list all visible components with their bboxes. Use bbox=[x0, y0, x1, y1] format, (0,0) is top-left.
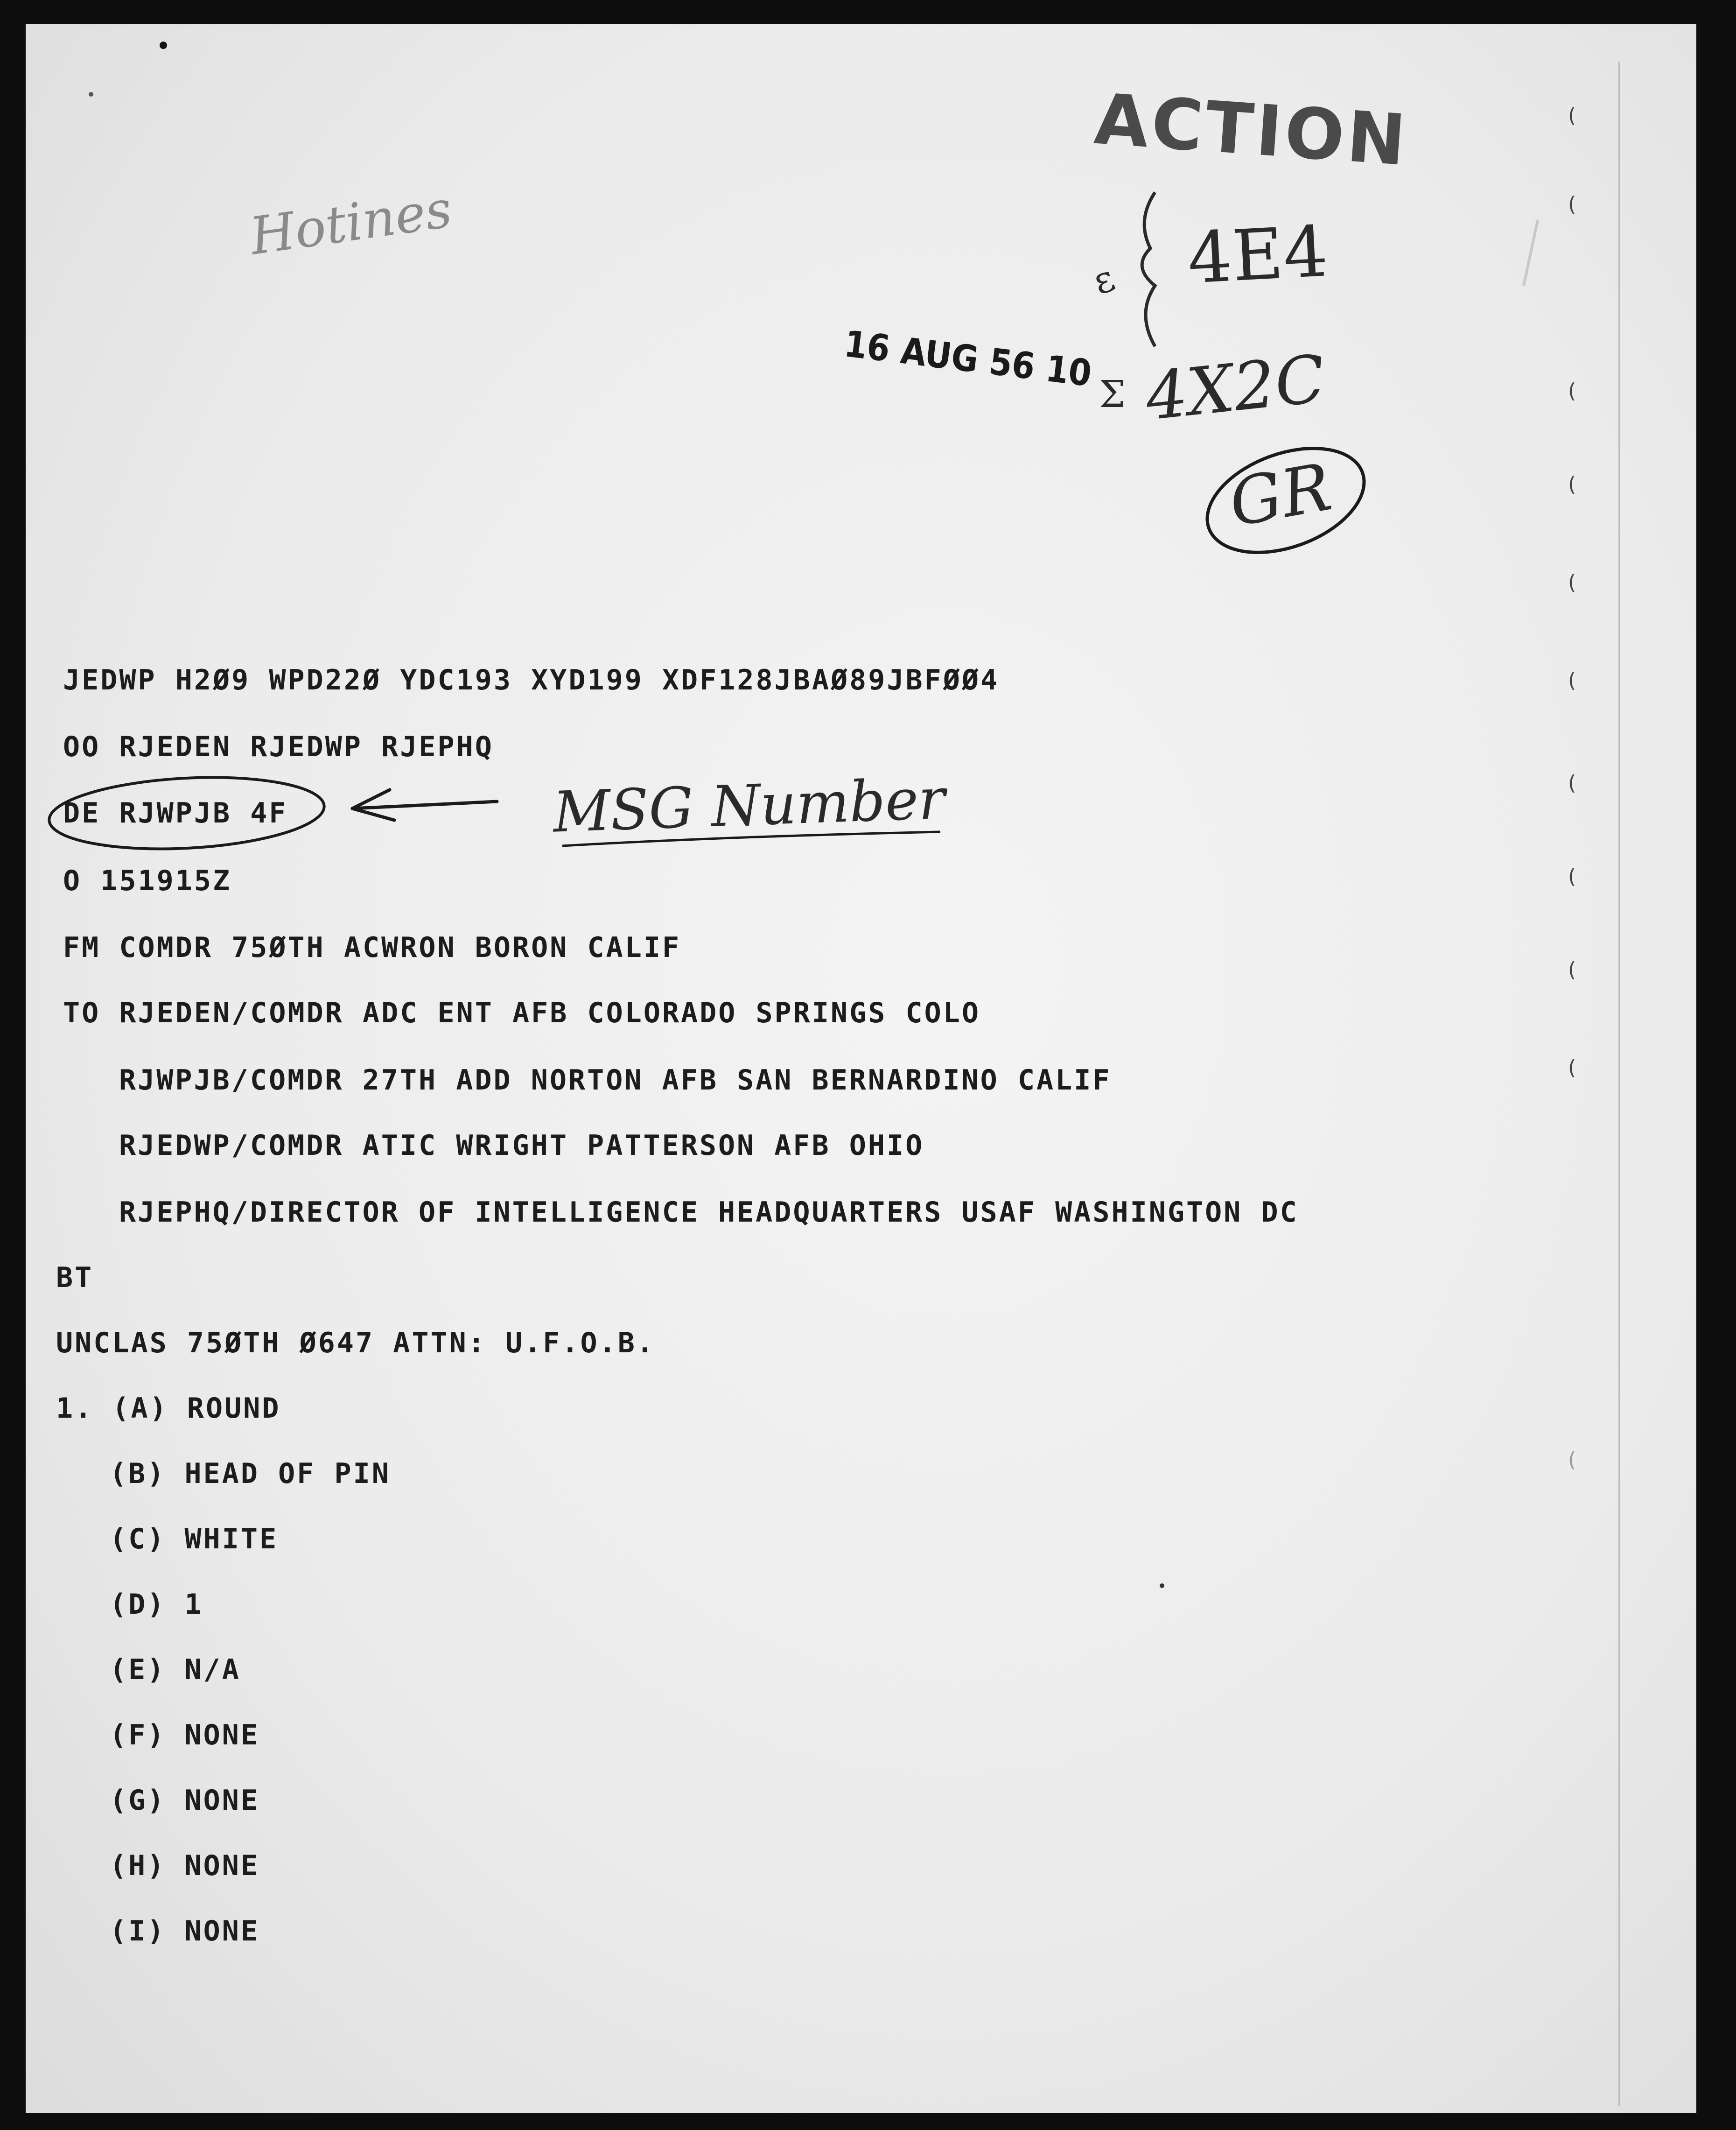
item-f: (F) NONE bbox=[110, 1719, 259, 1751]
item-e: (E) N/A bbox=[110, 1653, 241, 1686]
feed-mark: ( bbox=[1568, 958, 1576, 982]
speck-1 bbox=[160, 42, 167, 49]
feed-mark: ( bbox=[1568, 379, 1576, 403]
feed-mark: ( bbox=[1568, 570, 1576, 594]
routing-mark-1: ε bbox=[1087, 256, 1120, 303]
dtg-line: O 151915Z bbox=[63, 865, 232, 897]
from-line: FM COMDR 75ØTH ACWRON BORON CALIF bbox=[63, 931, 681, 964]
feed-mark: ( bbox=[1568, 1448, 1576, 1472]
feed-mark: ( bbox=[1568, 192, 1576, 216]
speck-3 bbox=[1160, 1583, 1164, 1588]
faint-mark bbox=[1524, 220, 1538, 286]
routing-brace bbox=[1142, 192, 1155, 346]
speck-2 bbox=[89, 92, 93, 97]
feed-mark: ( bbox=[1568, 668, 1576, 692]
item-a: 1. (A) ROUND bbox=[56, 1392, 281, 1425]
feed-mark: ( bbox=[1568, 472, 1576, 496]
item-i: (I) NONE bbox=[110, 1915, 259, 1947]
routing-code-1: 4E4 bbox=[1185, 211, 1330, 300]
msg-number-note: MSG Number bbox=[552, 766, 946, 845]
subject-line: UNCLAS 75ØTH Ø647 ATTN: U.F.O.B. bbox=[56, 1327, 655, 1359]
feed-mark: ( bbox=[1568, 104, 1576, 127]
item-g: (G) NONE bbox=[110, 1784, 259, 1817]
break-line: BT bbox=[56, 1261, 94, 1294]
item-b: (B) HEAD OF PIN bbox=[110, 1457, 391, 1490]
precedence-line: OO RJEDEN RJEDWP RJEPHQ bbox=[63, 731, 494, 763]
feed-mark: ( bbox=[1568, 865, 1576, 888]
arrow-left-icon bbox=[352, 790, 497, 820]
feed-mark: ( bbox=[1568, 771, 1576, 795]
teletype-paper bbox=[26, 24, 1696, 2113]
to-line-1: TO RJEDEN/COMDR ADC ENT AFB COLORADO SPRINGS COLO bbox=[63, 997, 981, 1029]
de-line: DE RJWPJB 4F bbox=[63, 797, 288, 830]
to-line-3: RJEDWP/COMDR ATIC WRIGHT PATTERSON AFB OHIO bbox=[119, 1129, 924, 1162]
initials: GR bbox=[1224, 449, 1337, 542]
action-stamp: ACTION bbox=[1092, 78, 1411, 182]
date-stamp: 16 AUG 56 10 bbox=[842, 323, 1094, 395]
to-line-4: RJEPHQ/DIRECTOR OF INTELLIGENCE HEADQUARTERS USAF WASHINGTON DC bbox=[119, 1196, 1299, 1229]
item-h: (H) NONE bbox=[110, 1849, 259, 1882]
routing-code-2: 4X2C bbox=[1142, 341, 1329, 436]
item-c: (C) WHITE bbox=[110, 1523, 279, 1555]
feed-mark: ( bbox=[1568, 1056, 1576, 1080]
routing-mark-2: Σ bbox=[1099, 373, 1126, 416]
to-line-2: RJWPJB/COMDR 27TH ADD NORTON AFB SAN BERNARDINO CALIF bbox=[119, 1064, 1112, 1097]
handwritten-name: Hotines bbox=[246, 179, 455, 267]
item-d: (D) 1 bbox=[110, 1588, 203, 1621]
routing-line: JEDWP H2Ø9 WPD22Ø YDC193 XYD199 XDF128JBAØ89JBFØØ4 bbox=[63, 664, 1000, 696]
